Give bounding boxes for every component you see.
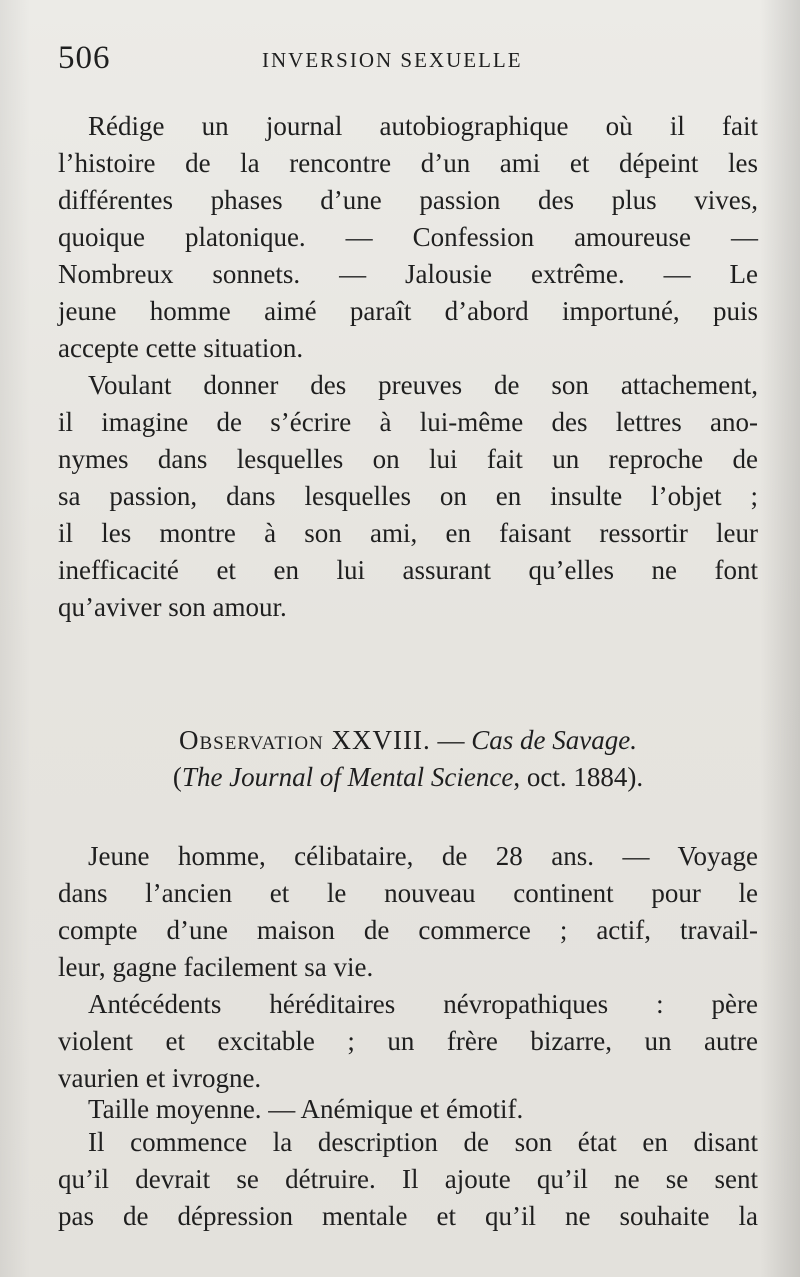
text-line: dans l’ancien et le nouveau continent pour le (58, 878, 758, 908)
page-number: 506 (58, 40, 111, 76)
observation-heading (58, 722, 758, 759)
running-head (58, 40, 758, 84)
text-line: Il commence la description de son état en disant (88, 1127, 758, 1157)
text-line: violent et excitable ; un frère bizarre, un autre (58, 1026, 758, 1056)
text-line: Rédige un journal autobiographique où il fait (88, 111, 758, 141)
text-line: Antécédents héréditaires névropathiques : père (88, 989, 758, 1019)
paragraph-heredity (58, 986, 758, 1097)
observation-source (58, 759, 758, 796)
paragraph-profile (58, 838, 758, 986)
text-line: l’histoire de la rencontre d’un ami et dépeint les (58, 148, 758, 178)
text-line: pas de dépression mentale et qu’il ne souhaite la (58, 1201, 758, 1231)
observation-dash: — (430, 725, 472, 755)
text-line: sa passion, dans lesquelles on en insulte l’objet ; (58, 481, 758, 511)
text-line: Taille moyenne. — Anémique et émotif. (88, 1094, 524, 1124)
text-line: Jeune homme, célibataire, de 28 ans. — Voyage (88, 841, 758, 871)
text-line: différentes phases d’une passion des plus vives, (58, 185, 758, 215)
text-line: accepte cette situation. (58, 333, 304, 363)
source-open-paren: ( (172, 762, 182, 792)
source-journal: The Journal of Mental Science (181, 762, 514, 792)
text-line: compte d’une maison de commerce ; actif, travail- (58, 915, 758, 945)
text-line: jeune homme aimé paraît d’abord importuné, puis (58, 296, 758, 326)
text-line: il imagine de s’écrire à lui-même des lettres ano- (58, 407, 758, 437)
text-line: quoique platonique. — Confession amoureuse — (58, 222, 758, 252)
observation-case: Cas de Savage. (471, 725, 637, 755)
paragraph-journal (58, 108, 758, 367)
text-line: leur, gagne facilement sa vie. (58, 952, 374, 982)
text-line: inefficacité et en lui assurant qu’elles ne font (58, 555, 758, 585)
text-line: vaurien et ivrogne. (58, 1063, 262, 1093)
text-line: qu’aviver son amour. (58, 592, 287, 622)
paragraph-description (58, 1124, 758, 1235)
observation-label: Observation XXVIII. (179, 725, 431, 755)
paragraph-physique (58, 1091, 758, 1128)
text-line: Nombreux sonnets. — Jalousie extrême. — Le (58, 259, 758, 289)
running-title: INVERSION SEXUELLE (262, 48, 523, 72)
text-line: qu’il devrait se détruire. Il ajoute qu’il ne se sent (58, 1164, 758, 1194)
text-line: nymes dans lesquelles on lui fait un reproche de (58, 444, 758, 474)
paragraph-letters (58, 367, 758, 626)
text-line: Voulant donner des preuves de son attachement, (88, 370, 758, 400)
text-line: il les montre à son ami, en faisant ressortir leur (58, 518, 758, 548)
source-date: , oct. 1884). (513, 762, 644, 792)
